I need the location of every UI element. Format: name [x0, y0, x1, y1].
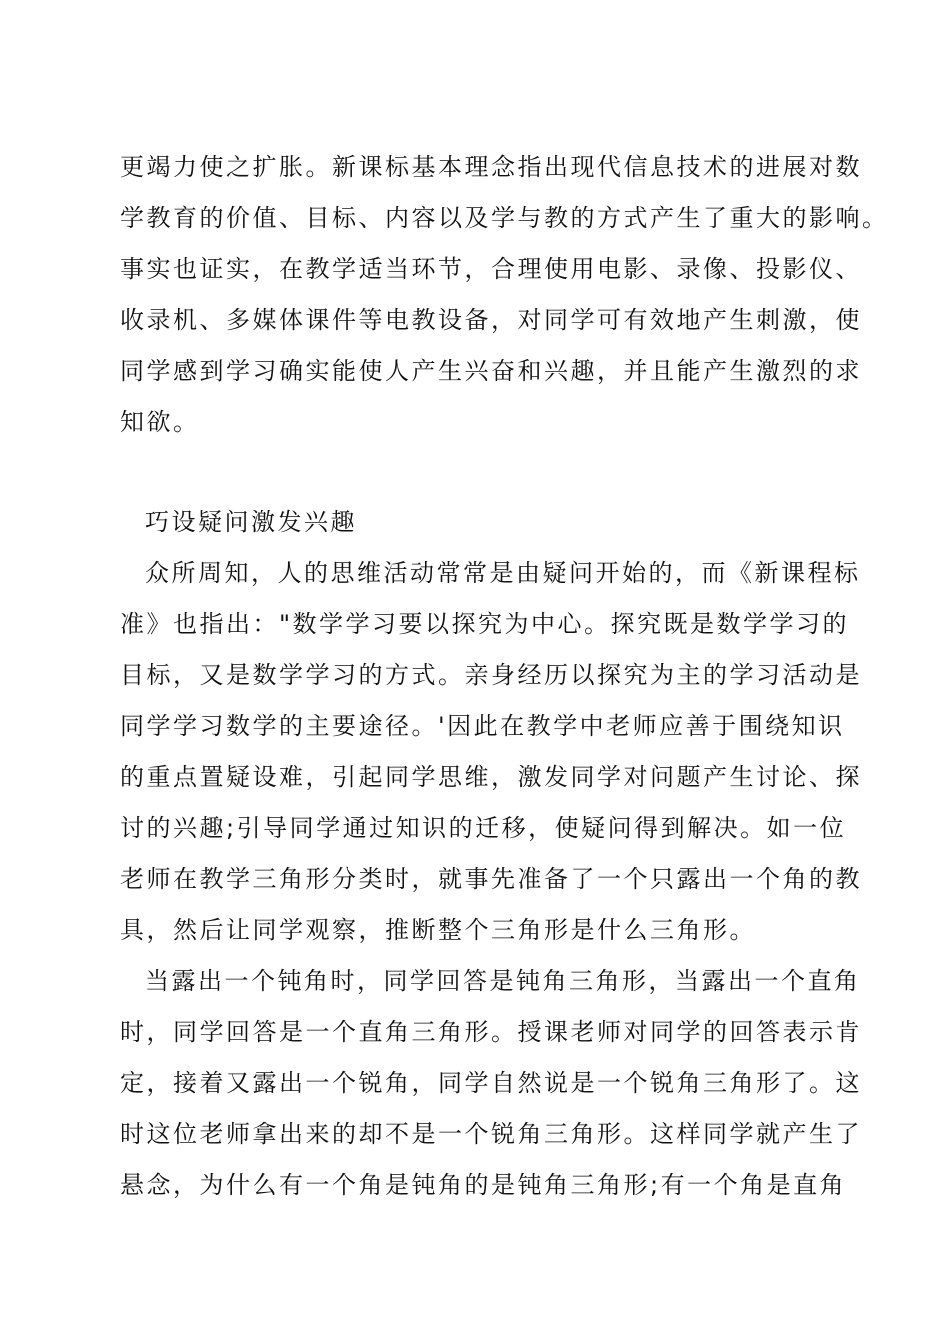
text-line: 时这位老师拿出来的却不是一个锐角三角形。这样同学就产生了: [120, 1120, 862, 1148]
text-line: 更竭力使之扩胀。新课标基本理念指出现代信息技术的进展对数: [120, 153, 862, 181]
text-line: 老师在教学三角形分类时，就事先准备了一个只露出一个角的教: [120, 865, 862, 893]
text-line: 同学学习数学的主要途径。'因此在教学中老师应善于围绕知识: [120, 712, 845, 740]
text-line: 众所周知，人的思维活动常常是由疑问开始的，而《新课程标: [145, 559, 861, 587]
text-line: 学教育的价值、目标、内容以及学与教的方式产生了重大的影响。: [120, 204, 889, 232]
text-line: 悬念，为什么有一个角是钝角的是钝角三角形;有一个角是直角: [120, 1171, 847, 1199]
text-line: 准》也指出："数学学习要以探究为中心。探究既是数学学习的: [120, 610, 850, 638]
text-line: 目标，又是数学学习的方式。亲身经历以探究为主的学习活动是: [120, 661, 862, 689]
text-line: 当露出一个钝角时，同学回答是钝角三角形，当露出一个直角: [145, 967, 861, 995]
text-line: 时，同学回答是一个直角三角形。授课老师对同学的回答表示肯: [120, 1018, 862, 1046]
text-line: 知欲。: [120, 408, 200, 436]
text-line: 的重点置疑设难，引起同学思维，激发同学对问题产生讨论、探: [120, 763, 862, 791]
text-line: 事实也证实，在教学适当环节，合理使用电影、录像、投影仪、: [120, 255, 862, 283]
text-line: 定，接着又露出一个锐角，同学自然说是一个锐角三角形了。这: [120, 1069, 862, 1097]
text-line: 同学感到学习确实能使人产生兴奋和兴趣，并且能产生激烈的求: [120, 357, 862, 385]
text-line: 讨的兴趣;引导同学通过知识的迁移，使疑问得到解决。如一位: [120, 814, 847, 842]
text-line: 收录机、多媒体课件等电教设备，对同学可有效地产生刺激，使: [120, 306, 862, 334]
text-line: 具，然后让同学观察，推断整个三角形是什么三角形。: [120, 916, 756, 944]
section-heading: 巧设疑问激发兴趣: [145, 508, 357, 536]
